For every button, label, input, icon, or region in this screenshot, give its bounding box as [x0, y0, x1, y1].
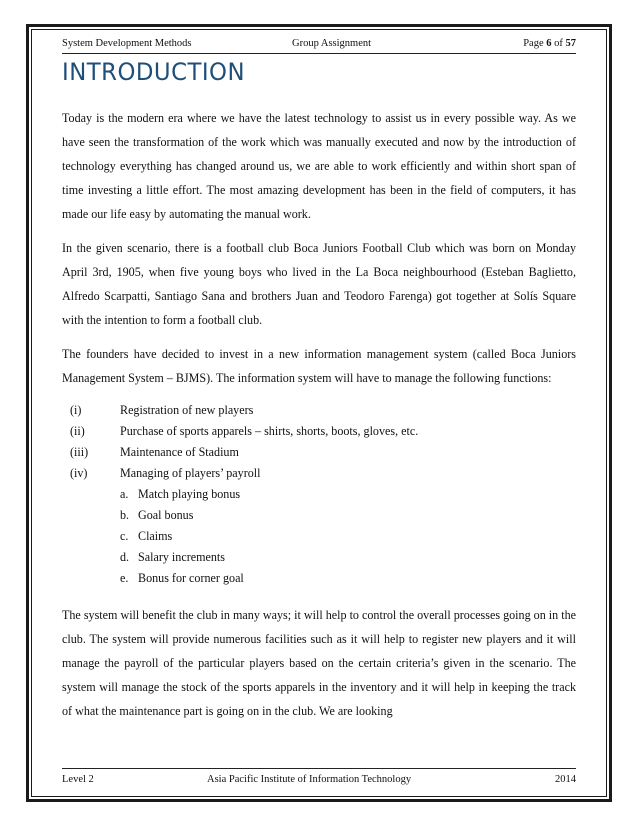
list-letter: e. — [120, 571, 129, 585]
list-text: Salary increments — [138, 550, 225, 564]
list-item — [120, 505, 576, 526]
header-rule — [62, 53, 576, 54]
header-course: System Development Methods — [62, 38, 192, 49]
paragraph: In the given scenario, there is a football club Boca Juniors Football Club which was born on Monday April 3rd, 1905, when five young boys who lived in the La Boca neighbourhood (Esteban Baglietto, Alfredo Scarpatti, Santiago Sana and brothers Juan and Teodoro Farenga) got together at Solís Square with the intention to form a football club. — [62, 241, 576, 327]
list-number: (i) — [70, 403, 82, 417]
list-number: (iv) — [70, 466, 88, 480]
list-text: Claims — [138, 529, 173, 543]
footer-level: Level 2 — [62, 774, 94, 785]
list-text: Goal bonus — [138, 508, 194, 522]
list-item — [120, 568, 576, 589]
footer-year: 2014 — [555, 774, 576, 785]
list-letter: c. — [120, 529, 129, 543]
list-letter: d. — [120, 550, 130, 564]
paragraph: The system will benefit the club in many ways; it will help to control the overall processes going on in the club. The system will provide numerous facilities such as it will help to register new players and it will manage the payroll of the particular players based on the certain criteria’s given in the scenario. The system will manage the stock of the sports apparels in the inventory and it will help in keeping the track of what the maintenance part is going on in the club. We are looking — [62, 608, 576, 718]
section-title: INTRODUCTION — [62, 58, 246, 86]
page-label: Page — [523, 38, 547, 49]
header-page-number — [523, 36, 576, 52]
page-current: 6 — [546, 38, 552, 49]
list-text: Managing of players’ payroll — [120, 466, 261, 480]
list-number: (ii) — [70, 424, 85, 438]
list-item — [62, 400, 576, 421]
list-item — [62, 421, 576, 442]
page-of: of — [551, 38, 566, 49]
page-footer — [62, 772, 576, 788]
list-text: Purchase of sports apparels – shirts, shorts, boots, gloves, etc. — [120, 424, 419, 438]
list-text: Maintenance of Stadium — [120, 445, 239, 459]
footer-institute: Asia Pacific Institute of Information Technology — [207, 774, 412, 785]
list-item — [120, 547, 576, 568]
list-letter: a. — [120, 487, 129, 501]
body-content — [62, 106, 576, 733]
list-text: Bonus for corner goal — [138, 571, 244, 585]
page-total: 57 — [565, 38, 576, 49]
paragraph: Today is the modern era where we have the latest technology to assist us in every possible way. As we have seen the transformation of the work which was manually executed and now by the introduction of technology everything has changed around us, we are able to work efficiently and within short span of time investing a little effort. The most amazing development has been in the field of computers, it has made our life easy by automating the manual work. — [62, 111, 576, 221]
page-header — [62, 36, 576, 52]
list-item — [62, 442, 576, 463]
footer-rule — [62, 768, 576, 769]
header-assignment: Group Assignment — [292, 38, 372, 49]
list-text: Match playing bonus — [138, 487, 241, 501]
payroll-sublist — [62, 484, 576, 589]
list-item — [120, 484, 576, 505]
list-letter: b. — [120, 508, 130, 522]
list-item — [120, 526, 576, 547]
list-number: (iii) — [70, 445, 89, 459]
functions-list — [62, 400, 576, 589]
list-text: Registration of new players — [120, 403, 254, 417]
list-item — [62, 463, 576, 484]
paragraph: The founders have decided to invest in a new information management system (called Boca Juniors Management System – BJMS). The information system will have to manage the following functions: — [62, 347, 576, 385]
